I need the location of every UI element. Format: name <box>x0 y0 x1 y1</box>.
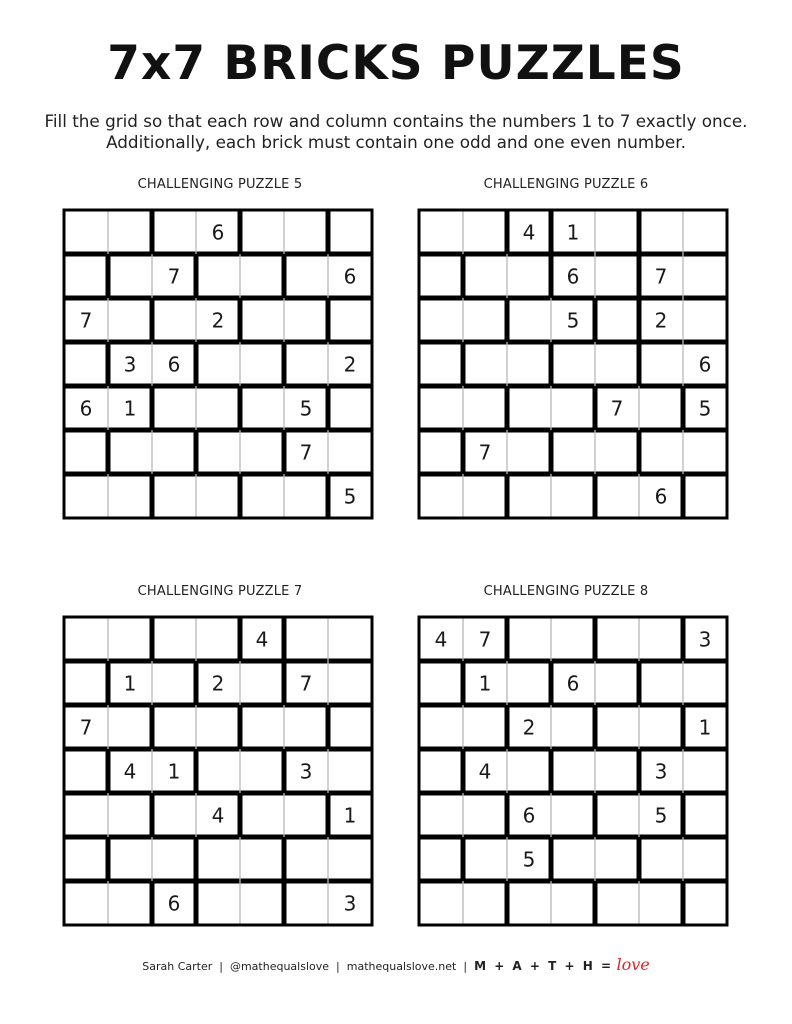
grid-cell[interactable] <box>328 386 372 430</box>
puzzle-grid-6 <box>418 209 728 519</box>
grid-cell[interactable] <box>639 430 683 474</box>
given-digit: 3 <box>698 627 712 652</box>
grid-cell[interactable] <box>595 298 639 342</box>
grid-cell[interactable] <box>196 342 240 386</box>
grid-cell[interactable] <box>152 617 196 661</box>
given-digit: 4 <box>434 627 448 652</box>
grid-cell[interactable] <box>595 254 639 298</box>
grid-cell[interactable] <box>639 386 683 430</box>
given-digit: 7 <box>167 264 181 289</box>
grid-cell[interactable] <box>595 705 639 749</box>
given-digit: 5 <box>698 396 712 421</box>
grid-cell[interactable] <box>64 881 108 925</box>
grid-cell[interactable] <box>463 298 507 342</box>
grid-cell[interactable] <box>108 793 152 837</box>
grid-cell[interactable] <box>108 210 152 254</box>
grid-cell[interactable] <box>463 705 507 749</box>
grid-cell[interactable] <box>152 298 196 342</box>
given-digit: 5 <box>522 847 536 872</box>
grid-cell[interactable] <box>64 661 108 705</box>
given-digit: 6 <box>654 484 668 509</box>
grid-cell[interactable] <box>152 430 196 474</box>
grid-cell[interactable] <box>419 661 463 705</box>
grid-cell[interactable] <box>507 298 551 342</box>
grid-cell[interactable] <box>328 430 372 474</box>
footer-separator: | <box>219 960 223 973</box>
grid-cell[interactable] <box>284 210 328 254</box>
grid-cell[interactable] <box>108 837 152 881</box>
grid-cell[interactable] <box>240 254 284 298</box>
grid-cell[interactable] <box>551 881 595 925</box>
grid-cell[interactable] <box>240 661 284 705</box>
grid-cell[interactable] <box>595 881 639 925</box>
puzzle-caption: CHALLENGING PUZZLE 7 <box>137 584 303 599</box>
grid-cell[interactable] <box>507 386 551 430</box>
grid-cell[interactable] <box>419 837 463 881</box>
given-digit: 7 <box>610 396 624 421</box>
grid-cell[interactable] <box>683 210 727 254</box>
grid-cell[interactable] <box>507 661 551 705</box>
given-digit: 3 <box>123 352 137 377</box>
grid-cell[interactable] <box>284 342 328 386</box>
grid-cell[interactable] <box>108 617 152 661</box>
grid-cell[interactable] <box>551 342 595 386</box>
given-digit: 6 <box>566 671 580 696</box>
grid-cell[interactable] <box>595 661 639 705</box>
grid-cell[interactable] <box>463 210 507 254</box>
grid-cell[interactable] <box>683 298 727 342</box>
page-title: 7x7 BRICKS PUZZLES <box>107 36 685 91</box>
given-digit: 5 <box>654 803 668 828</box>
grid-cell[interactable] <box>463 837 507 881</box>
grid-cell[interactable] <box>419 881 463 925</box>
footer-handle: @mathequalslove <box>229 960 330 973</box>
footer-author: Sarah Carter <box>142 960 213 973</box>
grid-cell[interactable] <box>507 617 551 661</box>
grid-cell[interactable] <box>328 661 372 705</box>
puzzle-caption: CHALLENGING PUZZLE 8 <box>483 584 649 599</box>
instructions: Fill the grid so that each row and column contains the numbers 1 to 7 exactly once. Additionally, each brick must contain one odd and one even number. <box>44 111 748 152</box>
footer <box>0 955 792 974</box>
grid-cell[interactable] <box>551 749 595 793</box>
given-digit: 6 <box>343 264 357 289</box>
grid-cell[interactable] <box>196 837 240 881</box>
grid-cell[interactable] <box>328 837 372 881</box>
grid-cell[interactable] <box>419 793 463 837</box>
grid-cell[interactable] <box>683 254 727 298</box>
grid-cell[interactable] <box>551 474 595 518</box>
puzzle-grid-5 <box>63 209 373 519</box>
grid-cell[interactable] <box>463 881 507 925</box>
grid-cell[interactable] <box>419 210 463 254</box>
grid-cell[interactable] <box>683 837 727 881</box>
grid-cell[interactable] <box>595 474 639 518</box>
grid-cell[interactable] <box>64 617 108 661</box>
grid-cell[interactable] <box>240 210 284 254</box>
grid-cell[interactable] <box>152 661 196 705</box>
grid-cell[interactable] <box>639 617 683 661</box>
grid-cell[interactable] <box>419 474 463 518</box>
grid-cell[interactable] <box>551 430 595 474</box>
grid-cell[interactable] <box>152 474 196 518</box>
given-digit: 6 <box>167 891 181 916</box>
grid-cell[interactable] <box>152 837 196 881</box>
grid-cell[interactable] <box>240 386 284 430</box>
given-digit: 5 <box>566 308 580 333</box>
given-digit: 4 <box>255 627 269 652</box>
grid-cell[interactable] <box>419 386 463 430</box>
given-digit: 1 <box>123 396 137 421</box>
grid-cell[interactable] <box>196 386 240 430</box>
puzzle-grid-7 <box>63 616 373 926</box>
grid-cell[interactable] <box>240 430 284 474</box>
grid-cell[interactable] <box>419 254 463 298</box>
grid-cell[interactable] <box>284 793 328 837</box>
grid-cell[interactable] <box>152 705 196 749</box>
grid-cell[interactable] <box>196 749 240 793</box>
grid-cell[interactable] <box>284 881 328 925</box>
given-digit: 1 <box>167 759 181 784</box>
grid-cell[interactable] <box>507 749 551 793</box>
grid-cell[interactable] <box>639 210 683 254</box>
given-digit: 4 <box>211 803 225 828</box>
grid-cell[interactable] <box>419 342 463 386</box>
grid-cell[interactable] <box>507 254 551 298</box>
grid-cell[interactable] <box>152 793 196 837</box>
grid-cell[interactable] <box>240 749 284 793</box>
grid-cell[interactable] <box>108 430 152 474</box>
given-digit: 5 <box>299 396 313 421</box>
grid-cell[interactable] <box>639 661 683 705</box>
given-digit: 1 <box>123 671 137 696</box>
grid-cell[interactable] <box>683 881 727 925</box>
grid-cell[interactable] <box>196 474 240 518</box>
given-digit: 4 <box>522 220 536 245</box>
grid-cell[interactable] <box>328 749 372 793</box>
grid-cell[interactable] <box>551 617 595 661</box>
grid-cell[interactable] <box>196 430 240 474</box>
puzzle-caption: CHALLENGING PUZZLE 6 <box>483 177 649 192</box>
grid-cell[interactable] <box>328 210 372 254</box>
footer-website: mathequalslove.net <box>346 960 457 973</box>
grid-cell[interactable] <box>240 298 284 342</box>
grid-cell[interactable] <box>108 705 152 749</box>
given-digit: 6 <box>566 264 580 289</box>
grid-cell[interactable] <box>108 254 152 298</box>
grid-cell[interactable] <box>683 749 727 793</box>
given-digit: 6 <box>167 352 181 377</box>
grid-cell[interactable] <box>507 342 551 386</box>
grid-cell[interactable] <box>196 617 240 661</box>
grid-cell[interactable] <box>196 705 240 749</box>
grid-cell[interactable] <box>196 881 240 925</box>
given-digit: 6 <box>211 220 225 245</box>
grid-cell[interactable] <box>108 881 152 925</box>
grid-cell[interactable] <box>64 474 108 518</box>
given-digit: 6 <box>79 396 93 421</box>
grid-cell[interactable] <box>64 837 108 881</box>
given-digit: 7 <box>79 308 93 333</box>
given-digit: 1 <box>566 220 580 245</box>
grid-cell[interactable] <box>507 474 551 518</box>
given-digit: 6 <box>522 803 536 828</box>
given-digit: 7 <box>299 440 313 465</box>
grid-cell[interactable] <box>240 705 284 749</box>
grid-cell[interactable] <box>419 298 463 342</box>
given-digit: 3 <box>299 759 313 784</box>
grid-cell[interactable] <box>64 430 108 474</box>
grid-cell[interactable] <box>64 254 108 298</box>
grid-cell[interactable] <box>108 474 152 518</box>
grid-cell[interactable] <box>64 749 108 793</box>
grid-cell[interactable] <box>463 254 507 298</box>
given-digit: 2 <box>211 308 225 333</box>
grid-cell[interactable] <box>595 617 639 661</box>
grid-cell[interactable] <box>284 837 328 881</box>
grid-cell[interactable] <box>463 474 507 518</box>
given-digit: 1 <box>698 715 712 740</box>
grid-cell[interactable] <box>196 254 240 298</box>
grid-cell[interactable] <box>507 430 551 474</box>
grid-cell[interactable] <box>595 430 639 474</box>
grid-cell[interactable] <box>683 793 727 837</box>
given-digit: 7 <box>79 715 93 740</box>
grid-cell[interactable] <box>240 474 284 518</box>
footer-brand: M + A + T + H = <box>474 959 613 973</box>
grid-cell[interactable] <box>595 342 639 386</box>
grid-cell[interactable] <box>240 881 284 925</box>
footer-brand-love: love <box>616 955 650 974</box>
grid-cell[interactable] <box>463 793 507 837</box>
grid-cell[interactable] <box>419 749 463 793</box>
grid-cell[interactable] <box>64 342 108 386</box>
grid-cell[interactable] <box>551 793 595 837</box>
grid-cell[interactable] <box>683 474 727 518</box>
given-digit: 2 <box>211 671 225 696</box>
given-digit: 4 <box>123 759 137 784</box>
given-digit: 7 <box>654 264 668 289</box>
grid-cell[interactable] <box>64 793 108 837</box>
grid-cell[interactable] <box>595 837 639 881</box>
grid-cell[interactable] <box>419 705 463 749</box>
grid-cell[interactable] <box>463 386 507 430</box>
grid-cell[interactable] <box>284 474 328 518</box>
given-digit: 3 <box>654 759 668 784</box>
given-digit: 7 <box>478 627 492 652</box>
grid-cell[interactable] <box>240 837 284 881</box>
grid-cell[interactable] <box>240 793 284 837</box>
grid-cell[interactable] <box>328 298 372 342</box>
given-digit: 1 <box>343 803 357 828</box>
given-digit: 1 <box>478 671 492 696</box>
given-digit: 5 <box>343 484 357 509</box>
grid-cell[interactable] <box>507 881 551 925</box>
footer-separator: | <box>336 960 340 973</box>
grid-cell[interactable] <box>639 705 683 749</box>
given-digit: 7 <box>299 671 313 696</box>
grid-cell[interactable] <box>551 386 595 430</box>
given-digit: 6 <box>698 352 712 377</box>
grid-cell[interactable] <box>152 386 196 430</box>
grid-cell[interactable] <box>595 793 639 837</box>
grid-cell[interactable] <box>328 705 372 749</box>
grid-cell[interactable] <box>595 749 639 793</box>
grid-cell[interactable] <box>328 617 372 661</box>
grid-cell[interactable] <box>108 298 152 342</box>
grid-cell[interactable] <box>64 210 108 254</box>
grid-cell[interactable] <box>551 705 595 749</box>
grid-cell[interactable] <box>463 342 507 386</box>
grid-cell[interactable] <box>551 837 595 881</box>
given-digit: 4 <box>478 759 492 784</box>
grid-cell[interactable] <box>284 298 328 342</box>
grid-cell[interactable] <box>639 837 683 881</box>
grid-cell[interactable] <box>284 617 328 661</box>
grid-cell[interactable] <box>240 342 284 386</box>
grid-cell[interactable] <box>639 881 683 925</box>
puzzle-grid-8 <box>418 616 728 926</box>
given-digit: 3 <box>343 891 357 916</box>
given-digit: 2 <box>522 715 536 740</box>
grid-cell[interactable] <box>284 705 328 749</box>
grid-cell[interactable] <box>152 210 196 254</box>
given-digit: 7 <box>478 440 492 465</box>
grid-cell[interactable] <box>595 210 639 254</box>
grid-cell[interactable] <box>419 430 463 474</box>
puzzle-caption: CHALLENGING PUZZLE 5 <box>137 177 303 192</box>
footer-separator: | <box>463 960 468 973</box>
given-digit: 2 <box>654 308 668 333</box>
grid-cell[interactable] <box>639 342 683 386</box>
grid-cell[interactable] <box>284 254 328 298</box>
given-digit: 2 <box>343 352 357 377</box>
grid-cell[interactable] <box>683 430 727 474</box>
grid-cell[interactable] <box>683 661 727 705</box>
